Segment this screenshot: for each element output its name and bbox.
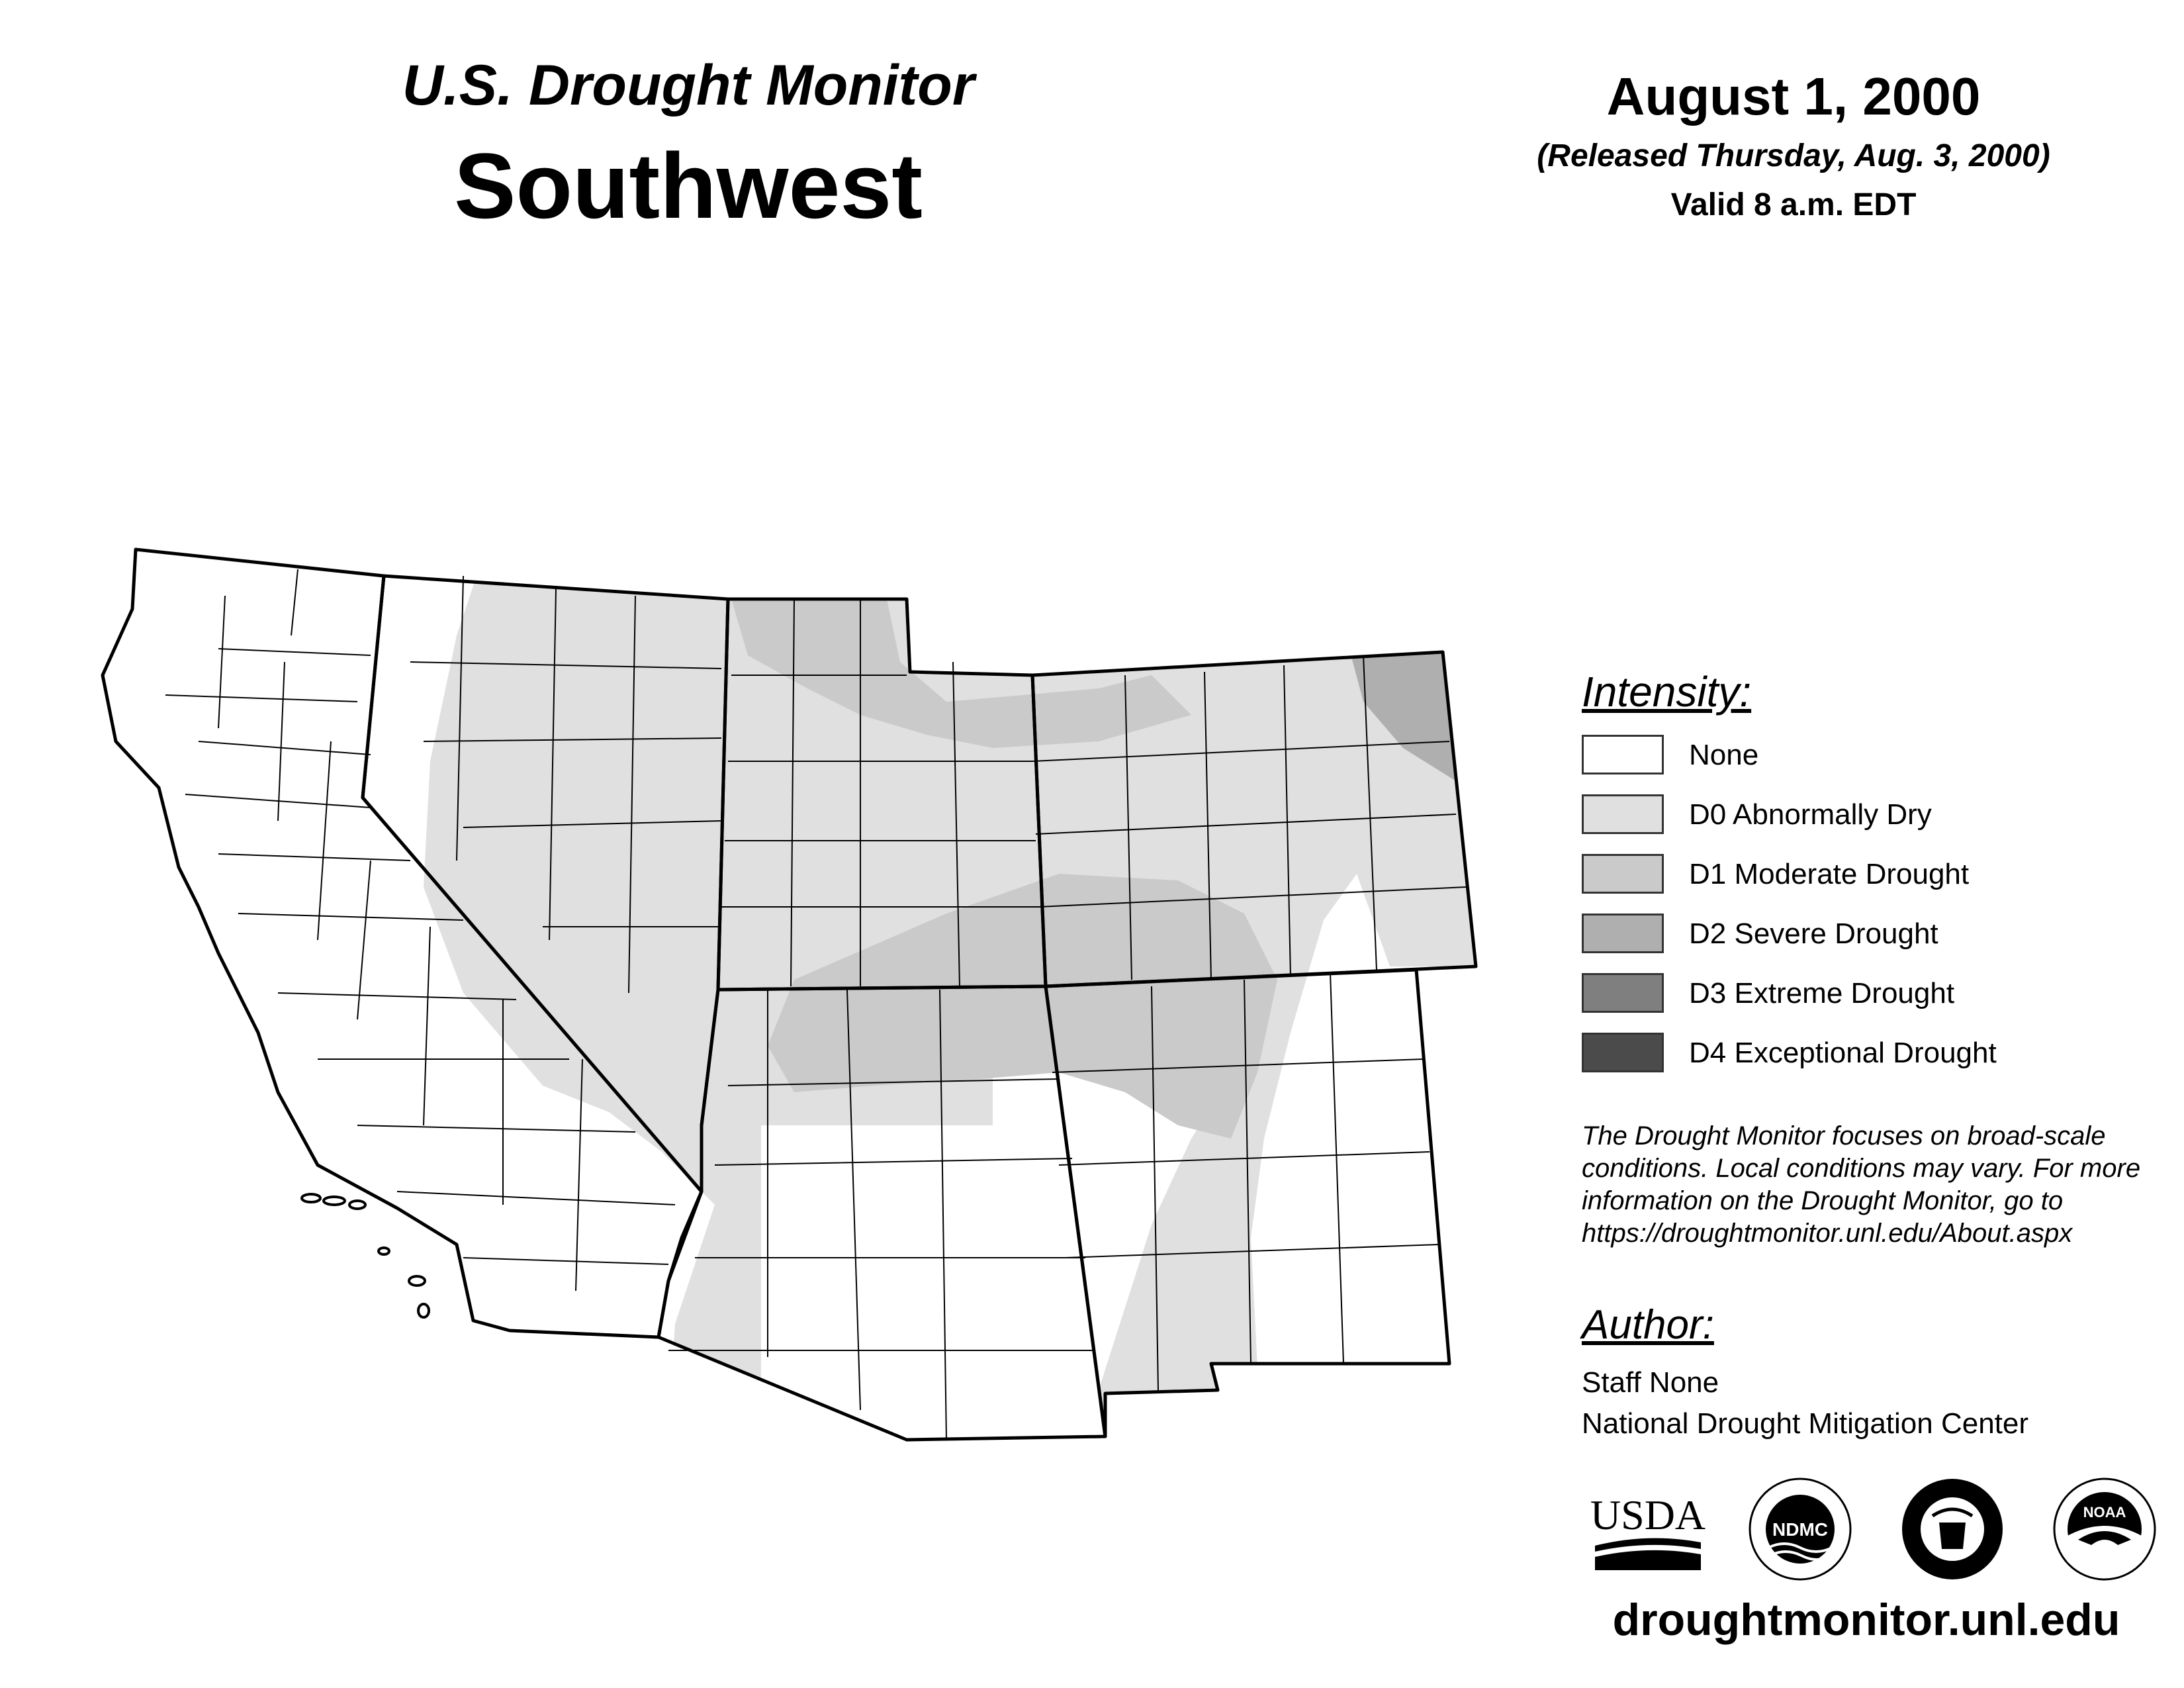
- legend-label: D2 Severe Drought: [1689, 917, 1938, 950]
- author-organization: National Drought Mitigation Center: [1582, 1407, 2029, 1440]
- noaa-logo-text: NOAA: [2083, 1504, 2126, 1521]
- map-date: August 1, 2000: [1606, 67, 1981, 126]
- product-title: U.S. Drought Monitor: [402, 54, 975, 117]
- author-name: Staff None: [1582, 1366, 1719, 1399]
- ndmc-logo: [1747, 1476, 1853, 1582]
- legend-swatch: [1582, 914, 1664, 953]
- legend-swatch: [1582, 735, 1664, 774]
- legend-label: None: [1689, 739, 1759, 771]
- disclaimer-note: The Drought Monitor focuses on broad-scale conditions. Local conditions may vary. For more information on the Drought Monitor, go to https://droughtmonitor.unl.edu/About.aspx: [1582, 1121, 2141, 1248]
- legend-swatch: [1582, 1033, 1664, 1072]
- legend-label: D0 Abnormally Dry: [1689, 798, 1932, 831]
- legend-label: D1 Moderate Drought: [1689, 858, 1970, 890]
- valid-time: Valid 8 a.m. EDT: [1670, 187, 1917, 222]
- author-heading: Author:: [1582, 1302, 1714, 1348]
- website-link[interactable]: droughtmonitor.unl.edu: [1612, 1595, 2120, 1645]
- noaa-logo: [2052, 1476, 2158, 1582]
- region-title: Southwest: [454, 134, 923, 238]
- ndmc-logo-text: NDMC: [1772, 1519, 1828, 1540]
- commerce-seal-logo: [1899, 1476, 2005, 1582]
- release-date: (Released Thursday, Aug. 3, 2000): [1537, 138, 2050, 173]
- legend-title: Intensity:: [1582, 668, 1752, 716]
- legend-swatch: [1582, 854, 1664, 894]
- legend-swatch: [1582, 973, 1664, 1013]
- legend-label: D3 Extreme Drought: [1689, 977, 1955, 1009]
- usda-logo-text: USDA: [1590, 1491, 1706, 1538]
- legend-swatch: [1582, 794, 1664, 834]
- usda-logo: [1588, 1483, 1707, 1575]
- legend-label: D4 Exceptional Drought: [1689, 1037, 1997, 1069]
